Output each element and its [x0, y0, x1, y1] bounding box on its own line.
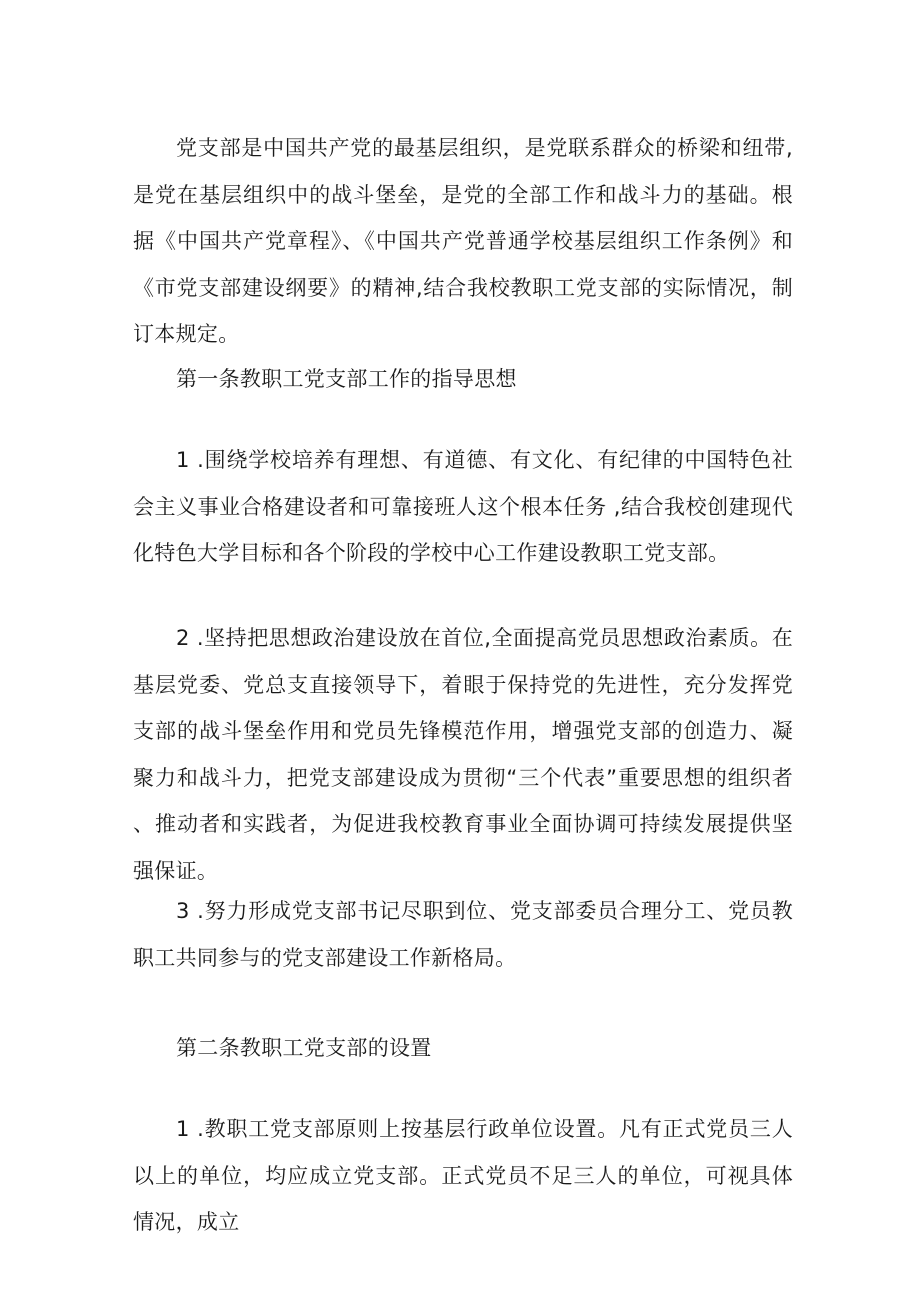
article-1-item-1: 1 .围绕学校培养有理想、有道德、有文化、有纪律的中国特色社会主义事业合格建设者和可靠接班人这个根本任务 ,结合我校创建现代化特色大学目标和各个阶段的学校中心工作建设教职工党支部。: [133, 448, 793, 566]
intro-paragraph: 党支部是中国共产党的最基层组织，是党联系群众的桥梁和纽带,是党在基层组织中的战斗堡垒，是党的全部工作和战斗力的基础。根据《中国共产党章程》、《中国共产党普通学校基层组织工作条例》和《市党支部建设纲要》的精神,结合我校教职工党支部的实际情况，制订本规定。: [133, 136, 793, 347]
article-2-title: 第二条教职工党支部的设置: [176, 1036, 432, 1060]
article-1-item-2: 2 .坚持把思想政治建设放在首位,全面提高党员思想政治素质。在基层党委、党总支直接领导下，着眼于保持党的先进性，充分发挥党支部的战斗堡垒作用和党员先锋模范作用，增强党支部的创造力、凝聚力和战斗力，把党支部建设成为贯彻“三个代表”重要思想的组织者、推动者和实践者，为促进我校教育事业全面协调可持续发展提供坚强保证。: [133, 626, 793, 883]
article-1-title: 第一条教职工党支部工作的指导思想: [176, 367, 517, 391]
article-1-item-3: 3 .努力形成党支部书记尽职到位、党支部委员合理分工、党员教职工共同参与的党支部建设工作新格局。: [133, 899, 793, 970]
article-2-item-1: 1 .教职工党支部原则上按基层行政单位设置。凡有正式党员三人以上的单位，均应成立党支部。正式党员不足三人的单位，可视具体情况，成立: [133, 1117, 793, 1235]
